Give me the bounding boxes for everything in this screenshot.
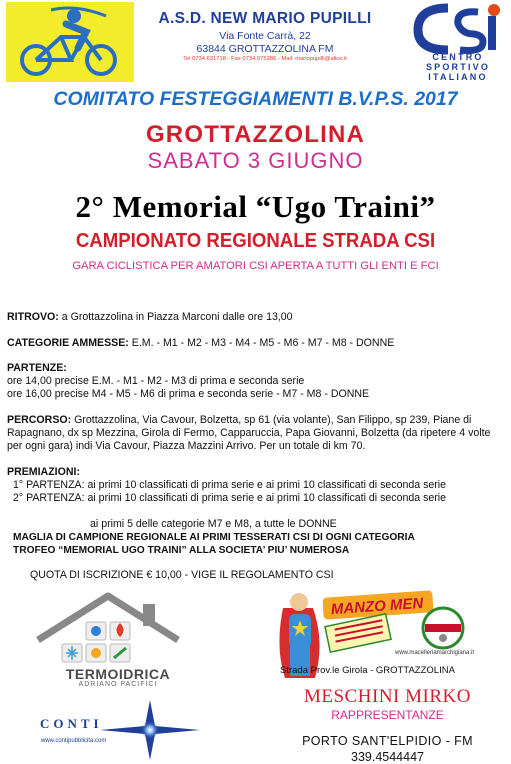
cyclist-head [67, 9, 81, 23]
csi-line3: ITALIANO [428, 72, 488, 82]
categorie-line [7, 337, 394, 350]
trofeo-line: TROFEO “MEMORIAL UGO TRAINI” ALLA SOCIETA’ PIU’ NUMEROSA [13, 545, 350, 556]
manzomen-url: www.macelleriamarchigiana.it [395, 650, 475, 656]
partenze-first: ore 14,00 precise E.M. - M1 - M2 - M3 di prima e seconda serie [7, 375, 305, 387]
manzomen-address: Strada Prov.le Girola - GROTTAZZOLINA [280, 665, 455, 676]
termoidrica-name: TERMOIDRICA [65, 666, 171, 682]
championship-title: CAMPIONATO REGIONALE STRADA CSI [75, 230, 436, 252]
cyclist-logo [6, 2, 134, 82]
meschini-name: MESCHINI MIRKO [304, 686, 471, 707]
categorie-text: E.M. - M1 - M2 - M3 - M4 - M5 - M6 - M7 - M8 - DONNE [128, 337, 395, 349]
sun-icon [91, 648, 101, 658]
percorso-label: PERCORSO: [7, 414, 72, 426]
csi-line2: SPORTIVO [425, 62, 491, 72]
premiazioni-second-start: 2° PARTENZA: ai primi 10 classificati di prima serie e ai primi 10 classificati di seconda serie [13, 492, 447, 504]
org-contact: Tel 0734.631718 - Fax 0734.075286 - Mail: mariopupilli@alice.it [183, 56, 347, 62]
partenze-second: ore 16,00 precise M4 - M5 - M6 di prima e seconda serie - M7 - M8 - DONNE [7, 388, 370, 400]
categorie-label: CATEGORIE AMMESSE: [7, 337, 129, 349]
manzomen-logo-text: MANZO MEN [330, 594, 424, 619]
csi-line1: CENTRO [432, 52, 484, 62]
event-date: SABATO 3 GIUGNO [147, 148, 364, 173]
premiazioni-second-start-extra: ai primi 5 delle categorie M7 e M8, a tutte le DONNE [90, 518, 337, 530]
race-description: GARA CICLISTICA PER AMATORI CSI APERTA A TUTTI GLI ENTI E FCI [72, 260, 439, 272]
meschini-location: PORTO SANT'ELPIDIO - FM [302, 734, 473, 748]
percorso-paragraph [7, 414, 502, 453]
town-title: GROTTAZZOLINA [145, 121, 366, 148]
premiazioni-first-start: 1° PARTENZA: ai primi 10 classificati di prima serie e ai primi 10 classificati di seconda serie [13, 479, 447, 491]
conti-name: CONTI [40, 716, 103, 731]
org-city: 63844 GROTTAZZOLINA FM [196, 43, 334, 55]
partenze-label: PARTENZE: [7, 362, 67, 374]
quota-line: QUOTA DI ISCRIZIONE € 10,00 - VIGE IL REGOLAMENTO CSI [30, 569, 334, 581]
conti-url: www.contipubblicita.com [41, 738, 107, 744]
meschini-phone: 339.4544447 [351, 750, 424, 764]
org-name: A.S.D. NEW MARIO PUPILLI [158, 10, 372, 27]
meschini-subtitle: RAPPRESENTANZE [331, 708, 444, 722]
water-drop-icon [91, 626, 101, 636]
percorso-text: Grottazzolina, Via Cavour, Bolzetta, sp 61 (via volante), San Filippo, sp 239, Piane di Rapagnano, dx sp Mezzina, Girola di Fermo, Capparuccia, Papa Giovanni, Bolzetta (da ripetere 4 volte per ogni gara) indi Via Cavour, Piazza Mazzini Arrivo. Per un totale di km 70. [7, 414, 491, 453]
committee-title: COMITATO FESTEGGIAMENTI B.V.P.S. 2017 [53, 88, 458, 110]
ritrovo-text: a Grottazzolina in Piazza Marconi dalle ore 13,00 [58, 311, 293, 323]
maglia-line: MAGLIA DI CAMPIONE REGIONALE AI PRIMI TESSERATI CSI DI OGNI CATEGORIA [13, 532, 415, 543]
ritrovo-label: RITROVO: [7, 311, 59, 323]
premiazioni-label: PREMIAZIONI: [7, 466, 80, 478]
termoidrica-subtitle: ADRIANO PACIFICI [78, 681, 158, 688]
org-street: Via Fonte Carrà, 22 [219, 30, 311, 42]
house-icon [38, 596, 178, 640]
memorial-title: 2° Memorial “Ugo Traini” [75, 189, 436, 224]
ritrovo-line [7, 311, 293, 324]
